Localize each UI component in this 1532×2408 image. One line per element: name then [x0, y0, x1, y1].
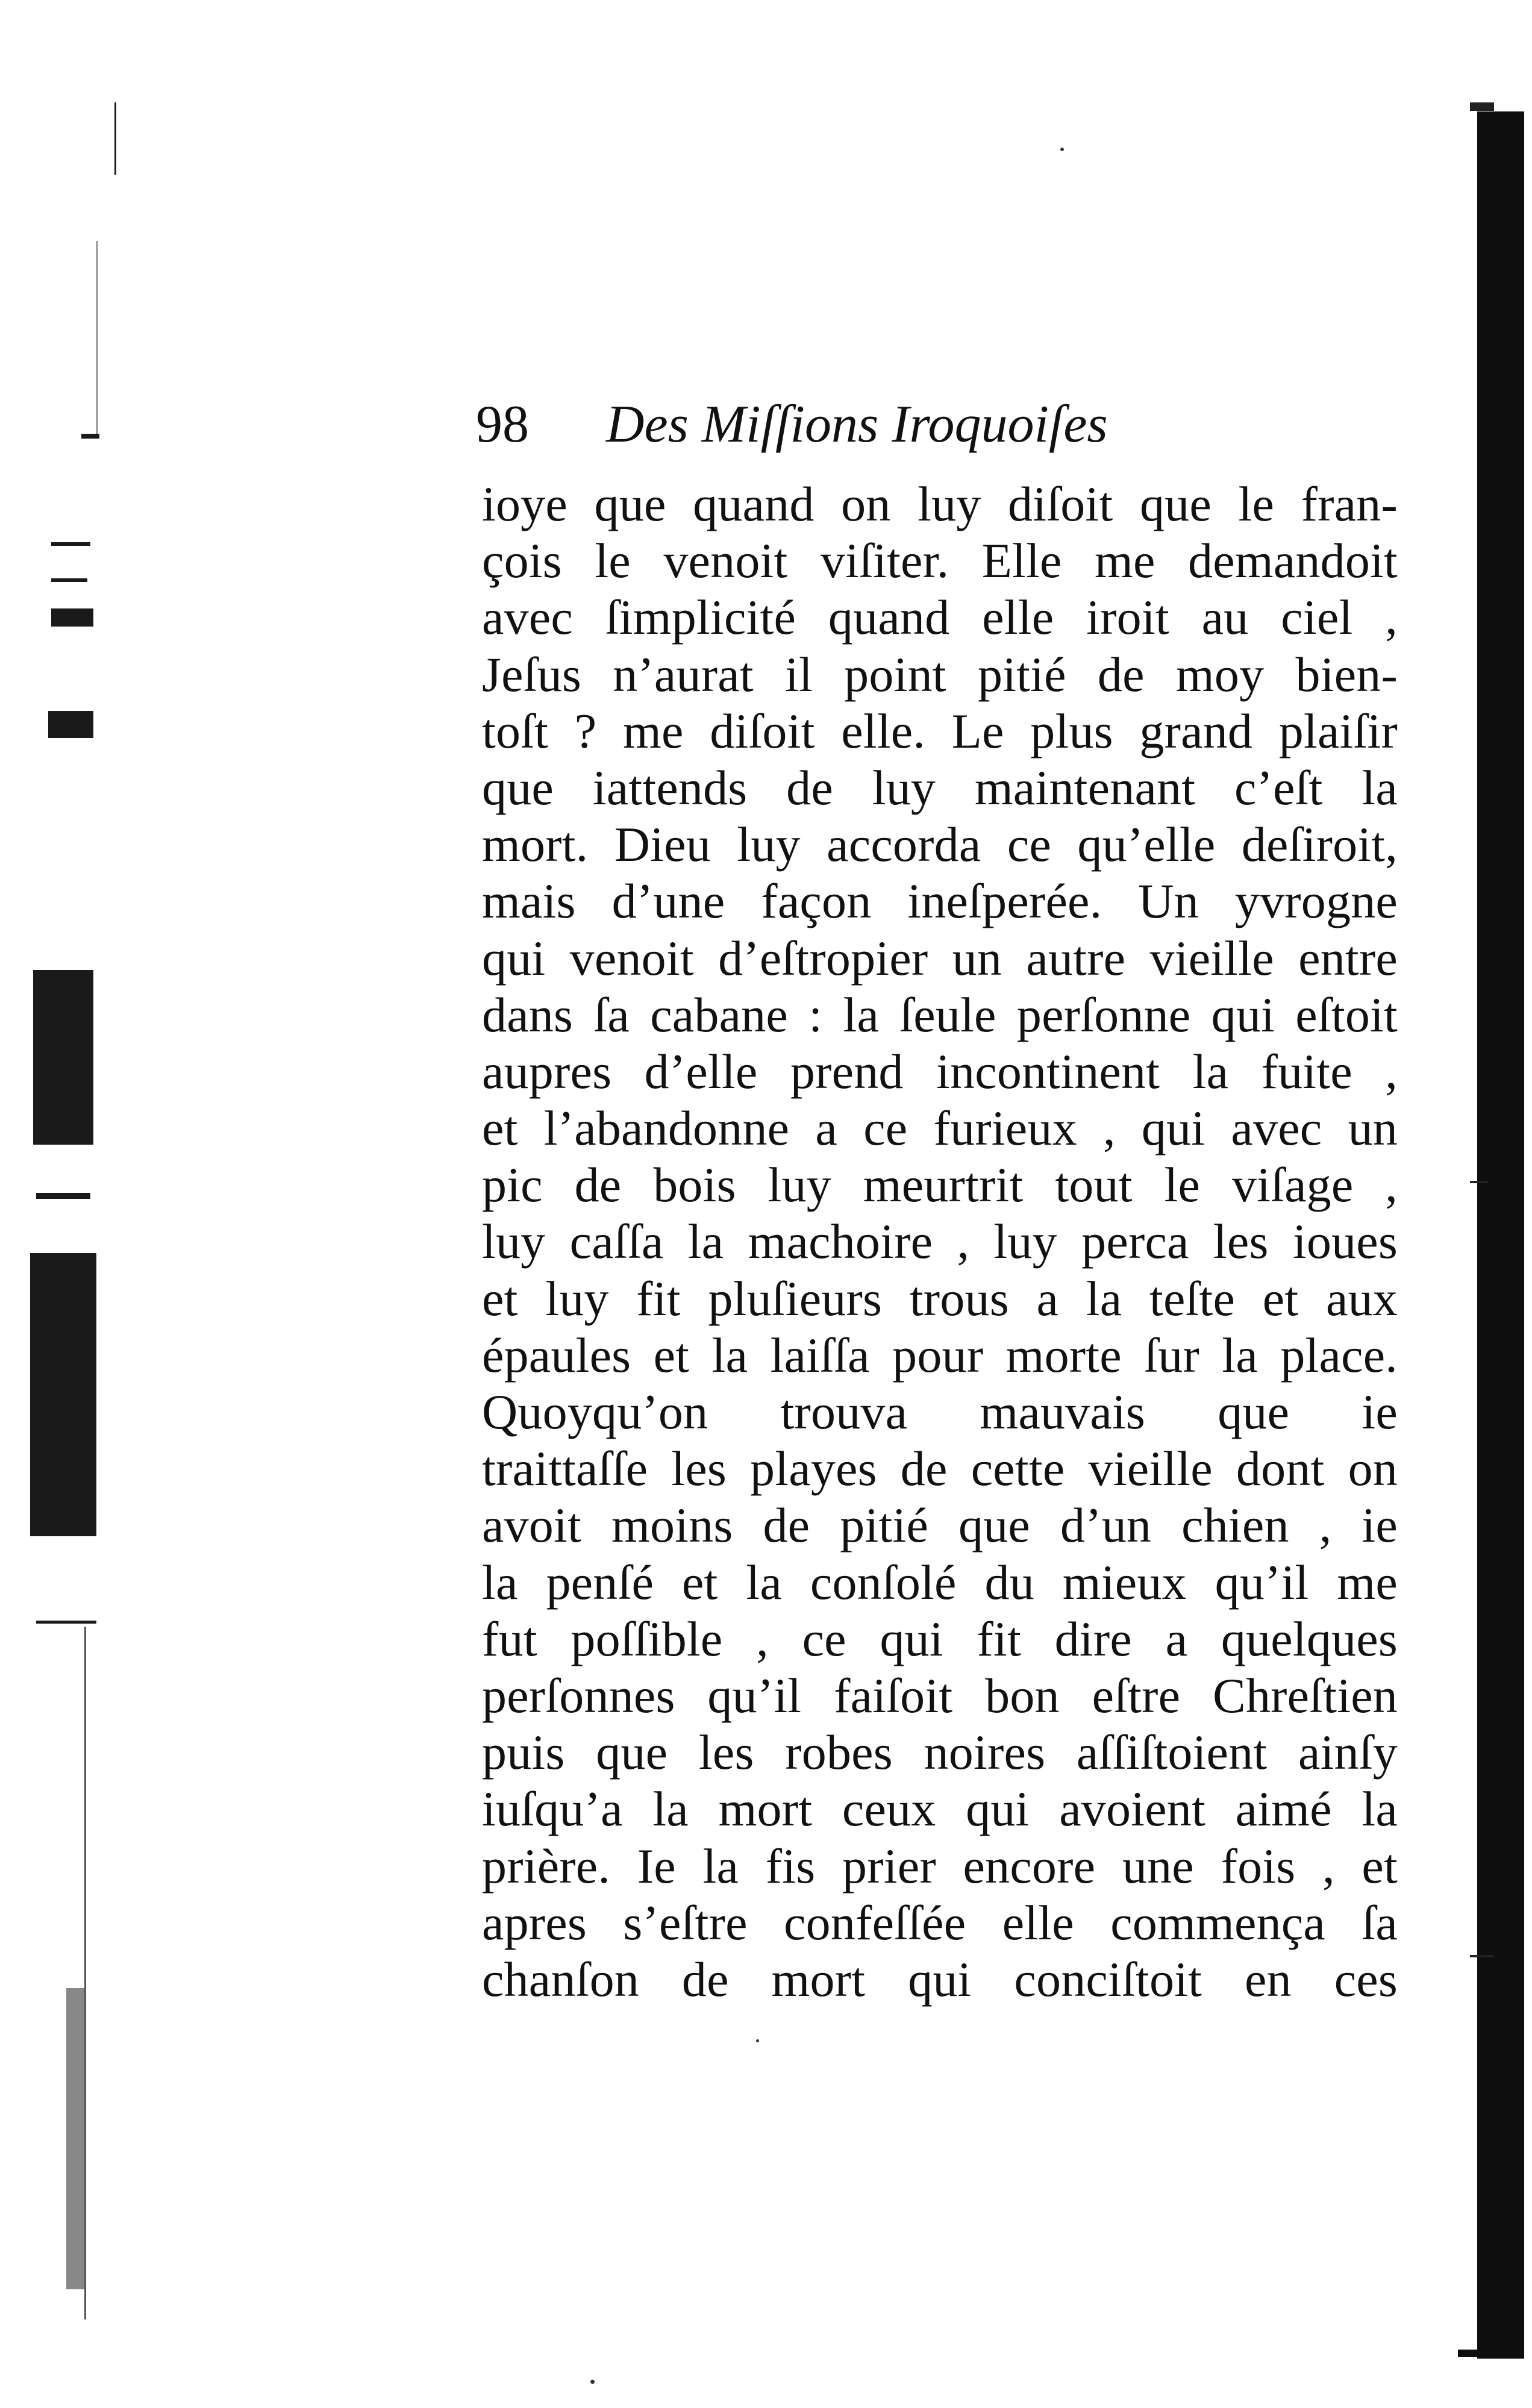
binding-edge-head [1470, 102, 1494, 111]
text-line: toſt ? me diſoit elle. Le plus grand plaiſir [482, 703, 1398, 758]
left-scan-edge [0, 0, 120, 2408]
text-line: mais d’une façon ineſperée. Un yvrogne [482, 874, 1398, 929]
text-line: chanſon de mort qui conciſtoit en ces [482, 1951, 1398, 2007]
text-line: que iattends de luy maintenant c’eſt la [482, 760, 1398, 815]
text-line: perſonnes qu’il faiſoit bon eſtre Chreſtien [482, 1668, 1398, 1723]
scan-speck [1060, 148, 1064, 151]
binding-edge-foot [1458, 2350, 1500, 2357]
running-title: Des Miſſions Iroquoiſes [605, 395, 1108, 454]
text-line: ioye que quand on luy diſoit que le fran- [482, 477, 1398, 531]
text-line: aupres d’elle prend incontinent la fuite , [482, 1043, 1398, 1099]
text-line: fut poſſible , ce qui fit dire a quelques [482, 1611, 1398, 1666]
edge-mark [1470, 1181, 1488, 1183]
text-line: traittaſſe les playes de cette vieille dont on [482, 1441, 1398, 1496]
text-line: prière. Ie la fis prier encore une fois , et [482, 1838, 1398, 1894]
text-line: dans ſa cabane : la ſeule perſonne qui eſtoit [482, 987, 1398, 1042]
scan-speck [756, 2039, 759, 2042]
text-line: çois le venoit viſiter. Elle me demandoit [482, 533, 1398, 589]
text-line: avec ſimplicité quand elle iroit au ciel , [482, 590, 1398, 645]
running-head [476, 390, 1416, 457]
scan-speck [590, 2380, 595, 2384]
edge-mark [1470, 1955, 1494, 1957]
text-line: apres s’eſtre confeſſée elle commença ſa [482, 1895, 1398, 1950]
text-line: épaules et la laiſſa pour morte ſur la place. [482, 1327, 1398, 1383]
text-line: avoit moins de pitié que d’un chien , ie [482, 1498, 1398, 1553]
text-line: la penſé et la conſolé du mieux qu’il me [482, 1554, 1398, 1610]
text-line: puis que les robes noires aſſiſtoient ainſy [482, 1725, 1398, 1780]
text-line: et l’abandonne a ce furieux , qui avec un [482, 1101, 1398, 1156]
page-number: 98 [476, 395, 529, 454]
text-line: Quoyqu’on trouva mauvais que ie [482, 1384, 1398, 1439]
text-line: et luy fit pluſieurs trous a la teſte et aux [482, 1271, 1398, 1326]
body-text [482, 476, 1398, 2008]
binding-edge-bar [1477, 111, 1524, 2359]
text-line: qui venoit d’eſtropier un autre vieille entre [482, 930, 1398, 986]
text-line: Jeſus n’aurat il point pitié de moy bien- [482, 646, 1398, 702]
text-line: pic de bois luy meurtrit tout le viſage , [482, 1157, 1398, 1213]
text-line: mort. Dieu luy accorda ce qu’elle deſiroit, [482, 817, 1398, 872]
text-line: luy caſſa la machoire , luy perca les ioues [482, 1214, 1398, 1269]
text-line: iuſqu’a la mort ceux qui avoient aimé la [482, 1781, 1398, 1837]
